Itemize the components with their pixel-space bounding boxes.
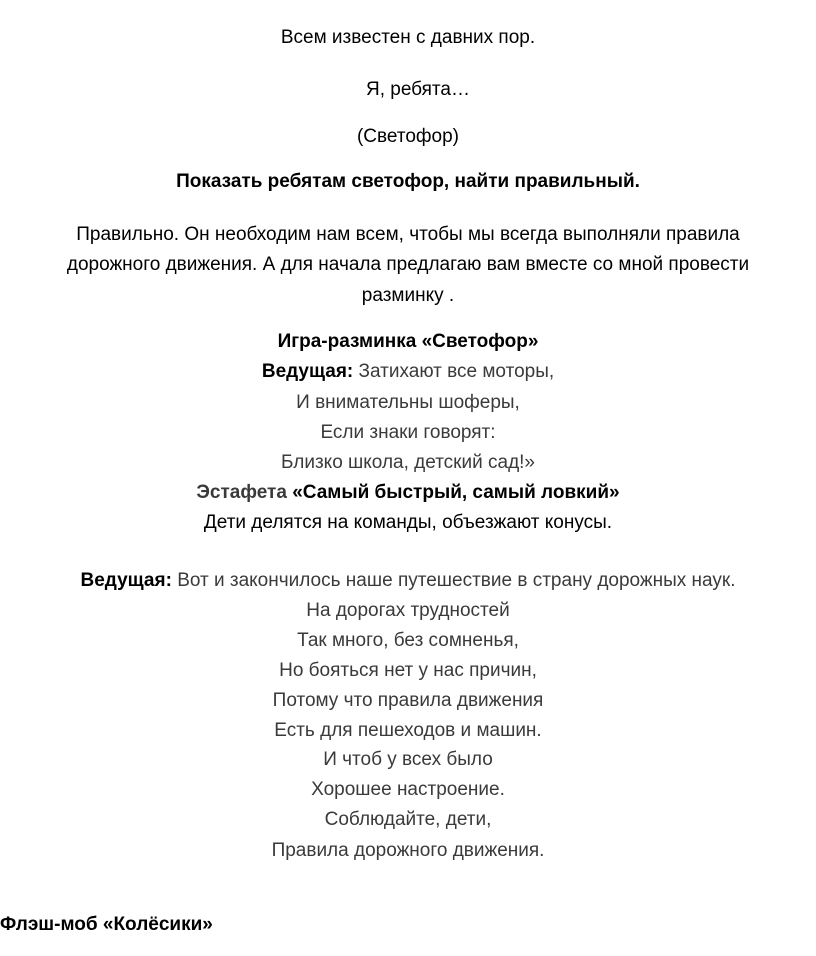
closing-speaker: Ведущая: [80, 570, 172, 591]
warmup-text: Затихают все моторы, [358, 361, 555, 382]
warmup-line-1 [0, 360, 816, 384]
relay-description: Дети делятся на команды, объезжают конусы. [203, 512, 613, 533]
verse-line-1: На дорогах трудностей [306, 600, 510, 621]
verse-line-5: Есть для пешеходов и машин. [274, 720, 542, 741]
instruction: Показать ребятам светофор, найти правильный. [176, 171, 640, 192]
warmup-line-2: И внимательны шоферы, [296, 392, 520, 413]
verse-line-4: Потому что правила движения [272, 690, 544, 711]
intro-line-3: (Светофор) [356, 126, 459, 147]
warmup-speaker: Ведущая: [261, 361, 354, 382]
verse-line-6: И чтоб у всех было [323, 749, 493, 770]
verse-line-2: Так много, без сомненья, [297, 630, 519, 651]
warmup-line-4: Близко школа, детский сад!» [281, 452, 535, 473]
warmup-line-3: Если знаки говорят: [320, 422, 496, 443]
relay-heading [0, 481, 816, 505]
intro-line-2: Я, ребята… [365, 79, 470, 100]
verse-line-9: Правила дорожного движения. [271, 840, 545, 861]
closing-intro [0, 569, 816, 593]
verse-line-8: Соблюдайте, дети, [324, 809, 492, 830]
relay-title: «Самый быстрый, самый ловкий» [292, 482, 620, 503]
closing-intro-text: Вот и закончилось наше путешествие в страну дорожных наук. [177, 570, 736, 591]
intro-line-1: Всем известен с давних пор. [280, 27, 536, 48]
warmup-title: Игра-разминка «Светофор» [277, 331, 539, 352]
verse-line-7: Хорошее настроение. [311, 779, 505, 800]
relay-prefix: Эстафета [196, 482, 287, 503]
flashmob-heading: Флэш-моб «Колёсики» [0, 914, 213, 935]
verse-line-3: Но бояться нет у нас причин, [279, 660, 537, 681]
paragraph-line-3: разминку . [361, 285, 455, 306]
paragraph-line-1: Правильно. Он необходим нам всем, чтобы мы всегда выполняли правила [76, 224, 740, 245]
paragraph-line-2: дорожного движения. А для начала предлагаю вам вместе со мной провести [66, 254, 750, 275]
